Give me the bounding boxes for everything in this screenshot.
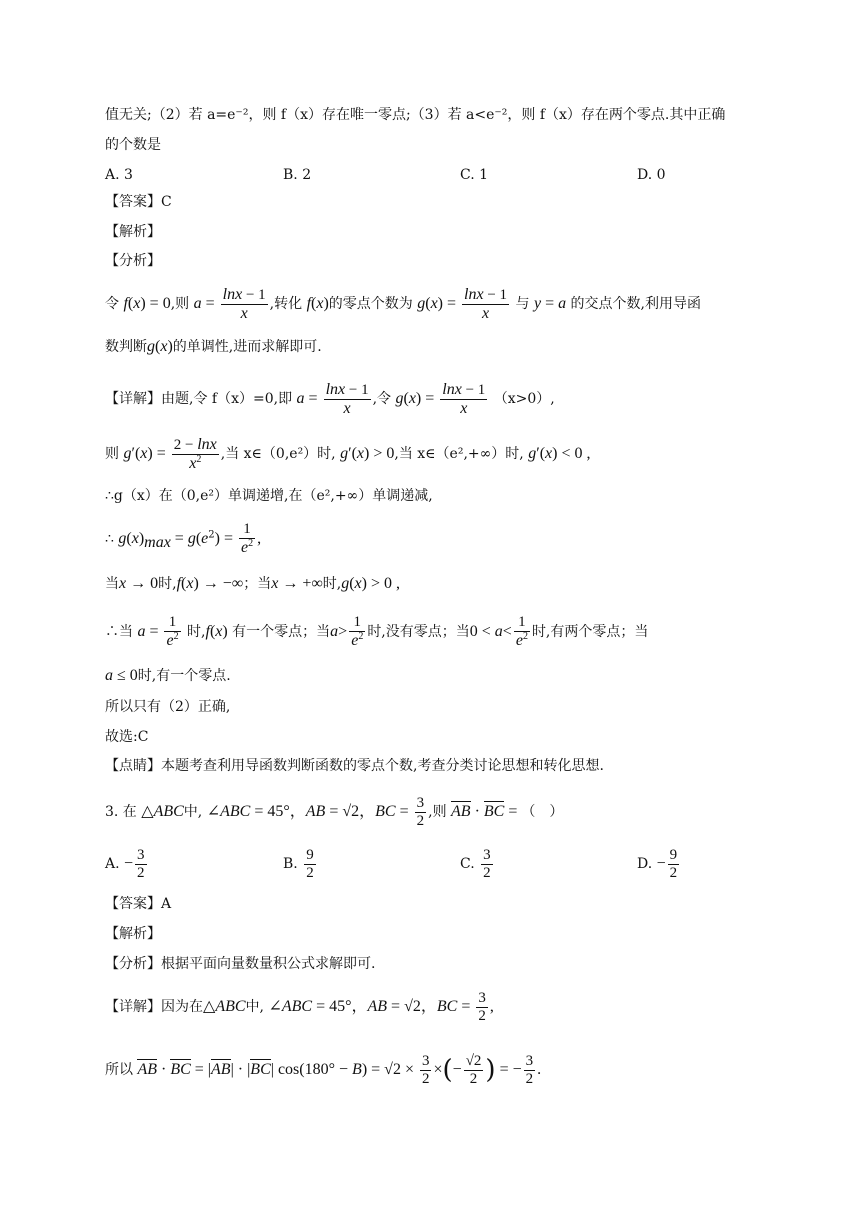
q3-option-a: A. − $\frac{3}{2}$	[105, 846, 145, 881]
analysis-heading: 【解析】	[105, 224, 161, 240]
fraction: $\frac{9}{2}$	[306, 846, 314, 881]
fraction: $\frac{3}{2}$	[421, 1052, 430, 1087]
answer-label: 【答案】C	[105, 194, 172, 210]
fraction: $\frac{9}{2}$	[669, 846, 678, 881]
analysis-text-line: 数判断g(x)的单调性,进而求解即可.	[105, 338, 322, 355]
fraction: $\frac{3}{2}$	[416, 794, 425, 829]
option-a: A. 3	[105, 167, 133, 183]
option-d: D. 0	[637, 167, 666, 183]
answer-label: 【答案】A	[105, 896, 172, 912]
limit-line: 当x → 0时,f(x) → −∞；当x → +∞时,g(x) > 0 ,	[105, 575, 401, 592]
monotonic-line: ∴g（x）在（0,e²）单调递增,在（e²,+∞）单调递减,	[105, 488, 433, 504]
question-text-line: 的个数是	[105, 137, 161, 153]
comment-line: 【点睛】本题考查利用导函数判断函数的零点个数,考查分类讨论思想和转化思想.	[105, 758, 604, 774]
fraction: $\frac{2 - \ln x}{x^2}$	[173, 435, 217, 472]
fraction: $\frac{\ln x - 1}{x}$	[222, 286, 266, 322]
fraction: $\frac{\ln x - 1}{x}$	[442, 381, 486, 417]
fraction: $\frac{1}{e^2}$	[166, 614, 179, 649]
fraction: $\frac{3}{2}$	[137, 846, 145, 881]
result-line: 所以只有（2）正确,	[105, 699, 231, 715]
fraction: $\frac{\ln x - 1}{x}$	[325, 381, 369, 417]
analysis-subheading: 【分析】根据平面向量数量积公式求解即可.	[105, 956, 376, 972]
conclusion-line: a ≤ 0时,有一个零点.	[105, 667, 231, 684]
fraction: $\frac{1}{e^2}$	[351, 614, 364, 649]
fraction: $\frac{1}{e^2}$	[515, 614, 528, 649]
fraction: $\frac{3}{2}$	[478, 989, 486, 1024]
solution-line: 【详解】因为在△ABC中, ∠ABC = 45°，AB = √2，BC = $\frac{3}{2}$ ,	[105, 989, 494, 1024]
conclusion-line: ∴当 a = $\frac{1}{e^2}$ 时,f(x) 有一个零点；当a> $\frac{1}{e^2}$ 时,没有零点；当0 < a< $\frac{1}{e^2}$ 时,有两个零点；当	[105, 614, 649, 649]
max-line: ∴ $g(x)_{max} = g(e^2)$ = $\frac{1}{e^2}$ ,	[105, 521, 262, 556]
option-b: B. 2	[283, 167, 312, 183]
derivative-line: 则 g′(x) = $\frac{2 - \ln x}{x^2}$ ,当 x∈（0,e²）时, g′(x) > 0,当 x∈（e²,+∞）时, g′(x) < 0 ,	[105, 435, 591, 472]
q3-option-c: C. $\frac{3}{2}$	[460, 846, 491, 881]
option-c: C. 1	[460, 167, 489, 183]
analysis-heading: 【解析】	[105, 926, 161, 942]
question-3-stem: 3. 在 △ABC中, ∠ABC = 45°，AB = √2，BC = $\frac{3}{2}$ ,则 AB · BC = （ ）	[105, 794, 564, 829]
fraction: $\frac{√2}{2}$	[465, 1052, 482, 1087]
q3-option-d: D. − $\frac{9}{2}$	[637, 846, 678, 881]
choice-line: 故选:C	[105, 729, 149, 745]
fraction: $\frac{1}{e^2}$	[241, 521, 254, 556]
solution-line: 【详解】由题,令 f（x）=0,即 a = $\frac{\ln x - 1}{x}$ ,令 g(x) = $\frac{\ln x - 1}{x}$ （x>0）,	[105, 381, 555, 417]
q3-option-b: B. $\frac{9}{2}$	[283, 846, 314, 881]
fraction: $\frac{3}{2}$	[483, 846, 491, 881]
fraction: $\frac{3}{2}$	[525, 1052, 534, 1087]
analysis-subheading: 【分析】	[105, 253, 161, 269]
analysis-formula-line: 令 f(x) = 0,则 a = $\frac{\ln x - 1}{x}$ ,转化 f(x)的零点个数为 g(x) = $\frac{\ln x - 1}{x}$ 与 y = a 的交点个数,利用导函	[105, 286, 701, 322]
question-text-line: 值无关;（2）若 a=e⁻²，则 f（x）存在唯一零点;（3）若 a<e⁻²，则 f（x）存在两个零点.其中正确	[105, 107, 726, 123]
fraction: $\frac{\ln x - 1}{x}$	[464, 286, 508, 322]
final-formula-line: 所以 AB · BC = |AB| · |BC| cos(180° − B) = √2 × $\frac{3}{2}$ ×(− $\frac{√2}{2}$ ) = − $\frac{3}{2}$ .	[105, 1052, 542, 1087]
